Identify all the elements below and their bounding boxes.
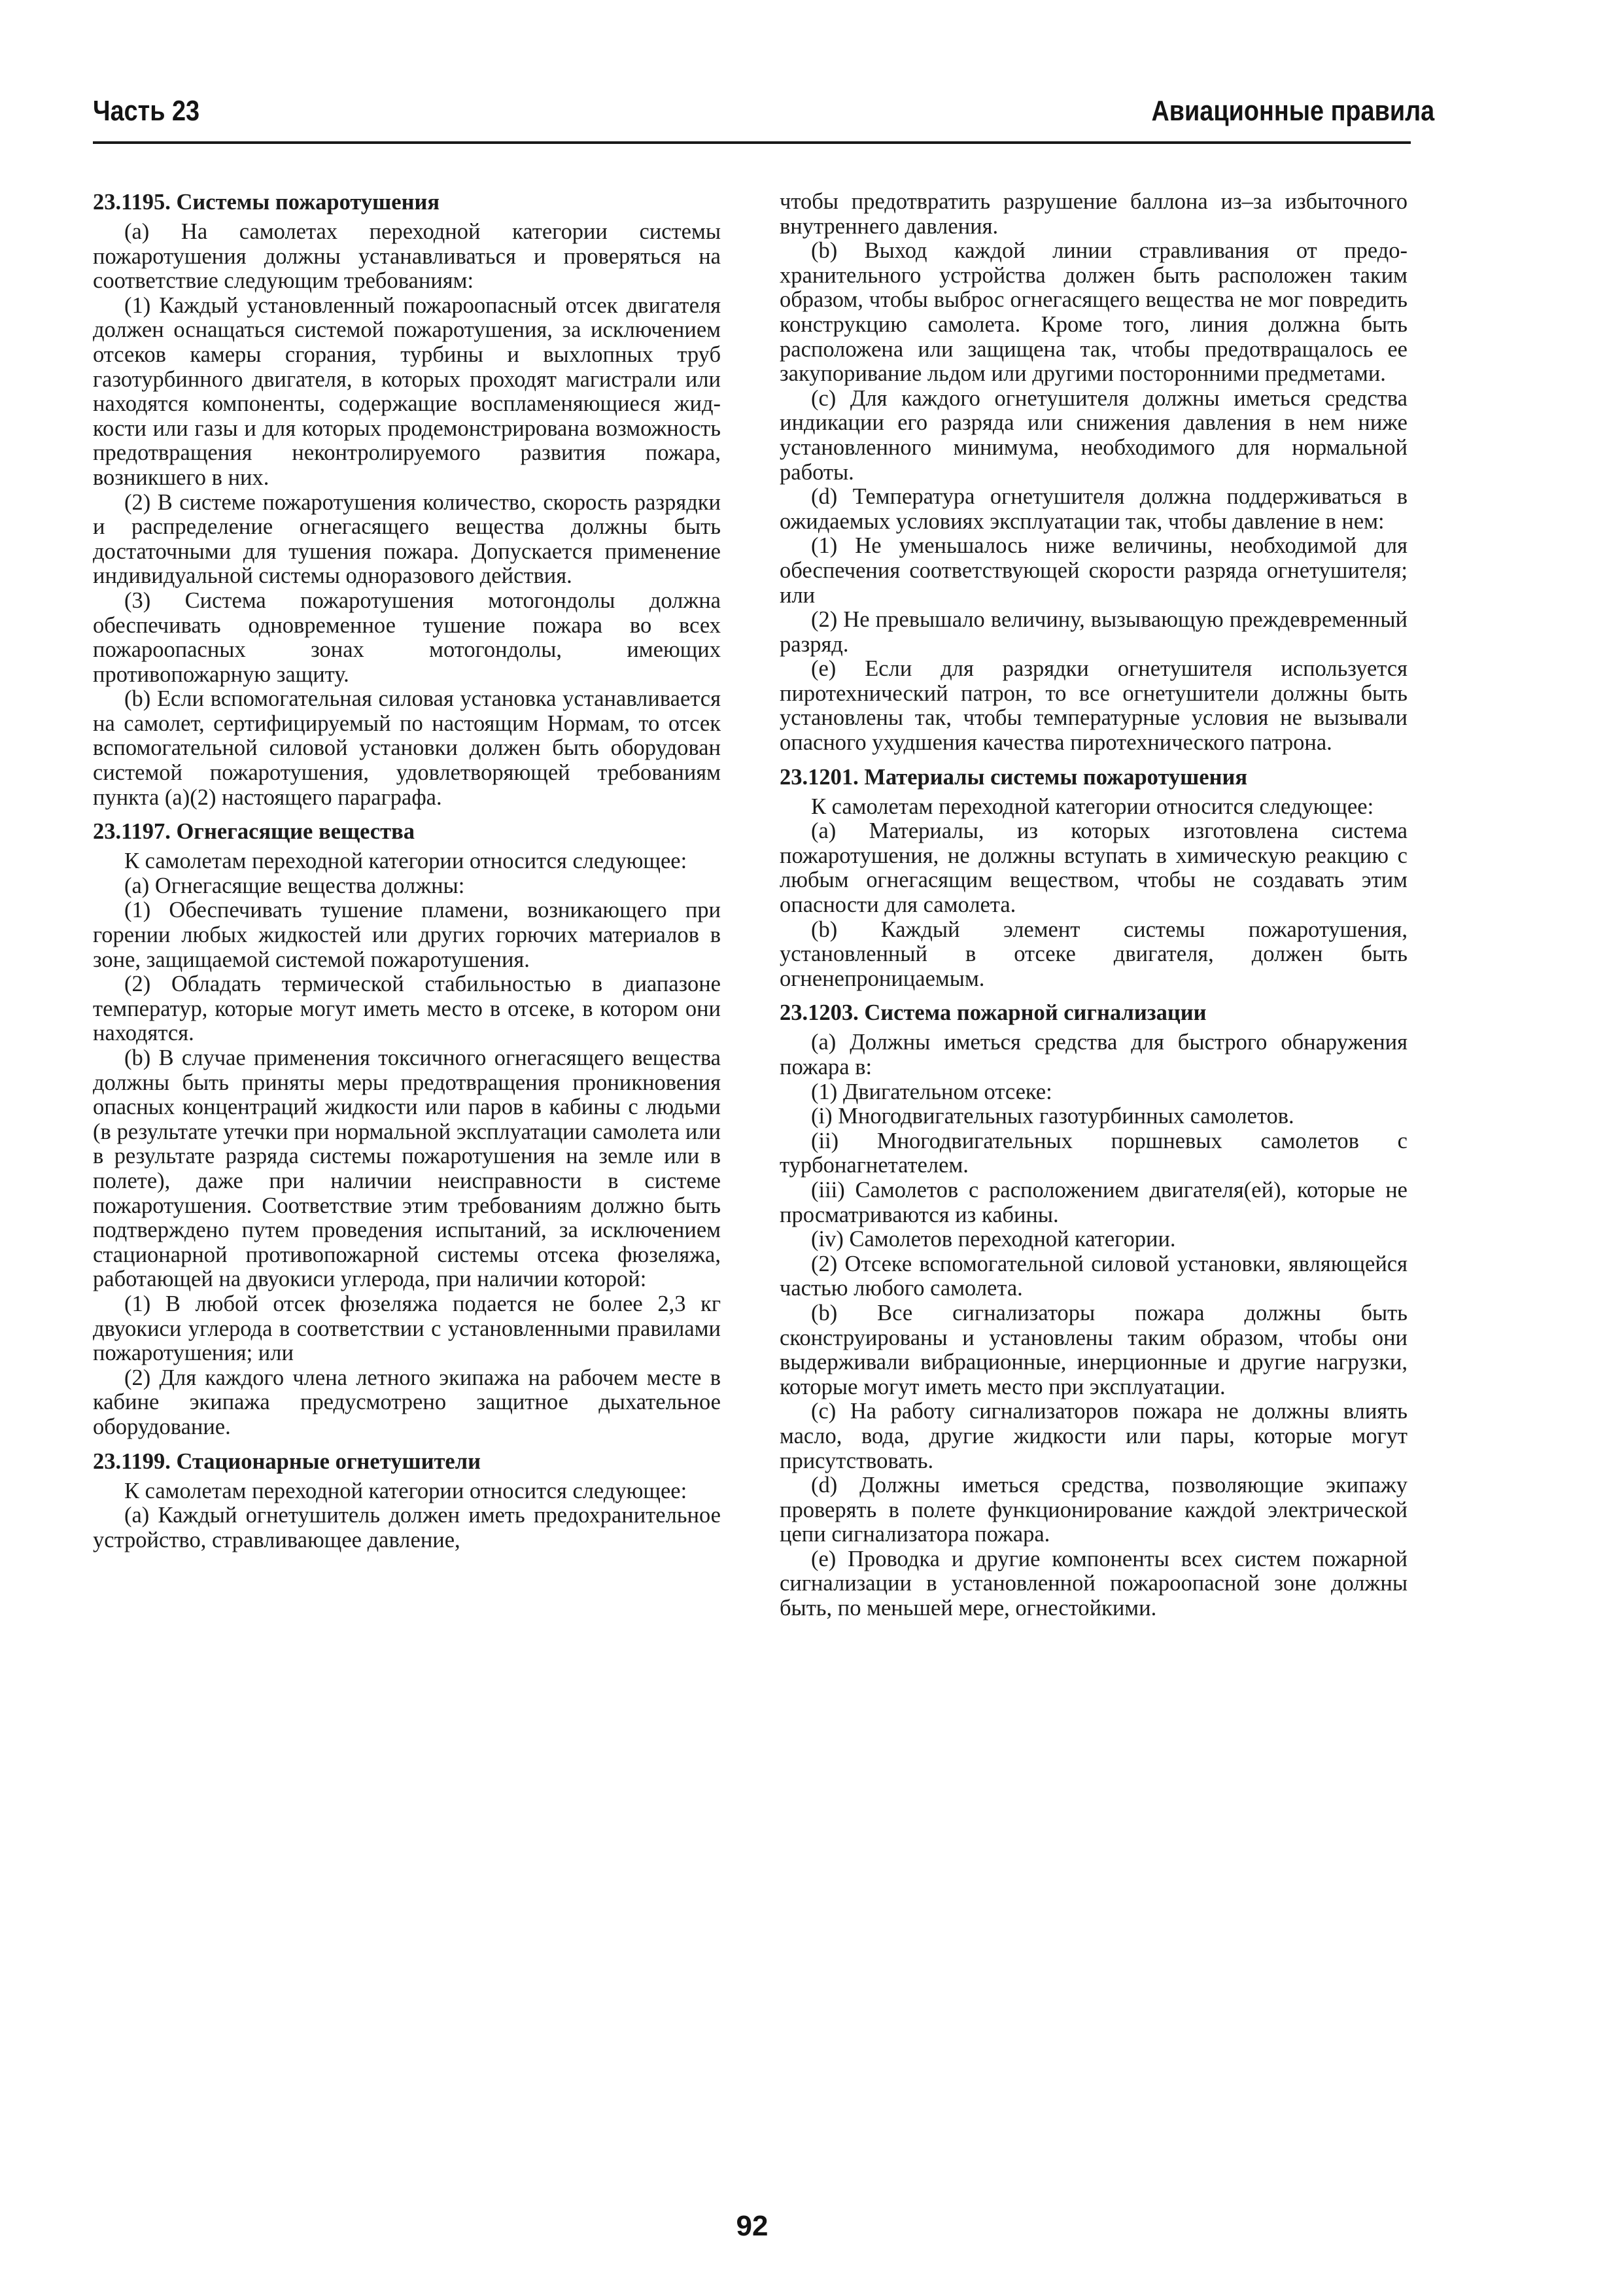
- section-heading: 23.1203. Система пожарной сигнализации: [780, 1000, 1207, 1026]
- section-heading: 23.1195. Системы пожаротушения: [93, 190, 440, 215]
- paragraph: (a) Должны иметься средства для быстрого обнаружения пожара в:: [780, 1030, 1408, 1079]
- paragraph: (c) На работу сигнализаторов пожара не должны влиять масло, вода, другие жидкости или пары, которые могут присутствовать.: [780, 1399, 1408, 1473]
- paragraph: (1) Двигательном отсеке:: [811, 1079, 1052, 1104]
- paragraph: (a) На самолетах переходной категории системы пожаротушения должны устанавливаться и проверяться на соответствие следующим требованиям:: [93, 219, 721, 294]
- left-column: [93, 190, 721, 1552]
- paragraph: (b) Все сигнализаторы пожара должны быть сконструированы и установлены таким образом, чтобы они выдерживали вибрационные, инерционные и другие нагрузки, которые могут иметь место при эксплуатации.: [780, 1300, 1408, 1399]
- paragraph: (e) Проводка и другие компоненты всех систем пожарной сигнализации в установленной пожароопасной зоне должны быть, по меньшей мере, огнестойкими.: [780, 1546, 1408, 1621]
- paragraph: (iv) Самолетов переходной категории.: [811, 1227, 1176, 1252]
- header-rule: [93, 141, 1411, 144]
- paragraph: (1) В любой отсек фюзеляжа подается не более 2,3 кг двуокиси углерода в соответствии с установленными правилами пожаротушения; или: [93, 1291, 721, 1366]
- section-heading: 23.1201. Материалы системы пожаротушения: [780, 764, 1248, 790]
- page-number: 92: [736, 2210, 769, 2242]
- paragraph: (b) Каждый элемент системы пожаротушения, установленный в отсеке двигателя, должен быть огненепроницаемым.: [780, 917, 1408, 991]
- right-column: [780, 190, 1408, 1621]
- paragraph: (1) Обеспечивать тушение пламени, возникающего при горении любых жидкостей или других горючих материалов в зоне, защищаемой системой пожаротушения.: [93, 898, 721, 972]
- paragraph: (3) Система пожаротушения мотогондолы должна обеспечивать одновременное тушение пожара во всех пожароопасных зонах мотогондолы, имеющих противопожарную защиту.: [93, 587, 721, 687]
- paragraph: (iii) Самолетов с расположением двигателя(ей), которые не просматриваются из кабины.: [780, 1177, 1408, 1227]
- paragraph: (2) Для каждого члена летного экипажа на рабочем месте в кабине экипажа предусмотрено защитное дыхательное оборудование.: [93, 1365, 721, 1439]
- paragraph: (2) В системе пожаротушения количество, скорость разрядки и распределение огнегасящего вещества должны быть достаточными для тушения пожара. Допускается применение индивидуальной системы одноразового действия.: [93, 489, 721, 589]
- paragraph: К самолетам переходной категории относится следующее:: [124, 1478, 687, 1503]
- running-header-part: Часть 23: [93, 95, 200, 127]
- paragraph: (i) Многодвигательных газотурбинных самолетов.: [811, 1104, 1294, 1129]
- paragraph: (a) Огнегасящие вещества должны:: [124, 873, 465, 898]
- paragraph: (1) Не уменьшалось ниже величины, необходимой для обеспечения соответствующей скорости разряда огнетушителя; или: [780, 533, 1408, 608]
- section-heading: 23.1199. Стационарные огнетушители: [93, 1448, 481, 1474]
- paragraph: К самолетам переходной категории относится следующее:: [124, 849, 687, 874]
- paragraph: (2) Не превышало величину, вызывающую преждевременный разряд.: [780, 607, 1408, 657]
- paragraph: (e) Если для разрядки огнетушителя используется пиротехнический патрон, то все огнетушители должны быть установлены так, чтобы температурные условия не вызывали опасного ухудшения качества пиротехнического патрона.: [780, 656, 1408, 756]
- paragraph: К самолетам переходной категории относится следующее:: [811, 794, 1374, 819]
- paragraph: (a) Материалы, из которых изготовлена система пожаротушения, не должны вступать в химическую реакцию с любым огнегасящим веществом, чтобы не создавать этим опасности для самолета.: [780, 818, 1408, 918]
- paragraph: (b) В случае применения токсичного огнегасящего вещества должны быть приняты меры предотвращения проникновения опасных концентраций жидкости или паров в кабины с людьми (в результате утечки при нормальной эксплуатации самолета или в результате разряда системы пожаротушения на земле или в полете), даже при наличии неисправности в системе пожаротушения. Соответствие этим требованиям должно быть подтверждено путем проведения испытаний, за исключением стационарной противопожарной системы отсека фюзеляжа, работающей на двуокиси углерода, при наличии которой:: [93, 1045, 721, 1292]
- section-heading: 23.1197. Огнегасящие вещества: [93, 819, 415, 845]
- paragraph: (b) Выход каждой линии стравливания от предохранительного устройства должен быть расположен таким образом, чтобы выброс огнегасящего вещества не мог повредить конструкцию самолета. Кроме того, линия должна быть расположена или защищена так, чтобы предотвращалось ее закупоривание льдом или другими посторонними предметами.: [780, 238, 1408, 387]
- paragraph: (c) Для каждого огнетушителя должны иметься средства индикации его разряда или снижения давления в нем ниже установленного минимума, необходимого для нормальной работы.: [780, 385, 1408, 485]
- paragraph: (d) Должны иметься средства, позволяющие экипажу проверять в полете функционирование каждой электрической цепи сигнализатора пожара.: [780, 1473, 1408, 1547]
- paragraph: (2) Обладать термической стабильностью в диапазоне температур, которые могут иметь место в отсеке, в котором они находятся.: [93, 972, 721, 1046]
- paragraph: (b) Если вспомогательная силовая установка устанавливается на самолет, сертифицируемый по настоящим Нормам, то отсек вспомогательной силовой установки должен быть оборудован системой пожаротушения, удовлетворяющей требованиям пункта (a)(2) настоящего параграфа.: [93, 686, 721, 810]
- paragraph: (1) Каждый установленный пожароопасный отсек двигателя должен оснащаться системой пожаротушения, за исключением отсеков камеры сгорания, турбины и выхлопных труб газотурбинного двигателя, в которых проходят магистрали или находятся компоненты, содержащие воспламеняющиеся жидкости или газы и для которых продемонстрирована возможность предотвращения неконтролируемого развития пожара, возникшего в них.: [93, 292, 721, 490]
- paragraph: (ii) Многодвигательных поршневых самолетов с турбонагнетателем.: [780, 1128, 1408, 1178]
- paragraph: (a) Каждый огнетушитель должен иметь предохранительное устройство, стравливающее давление,: [93, 1503, 721, 1552]
- running-header-title: Авиационные правила: [1151, 95, 1434, 127]
- paragraph: (d) Температура огнетушителя должна поддерживаться в ожидаемых условиях эксплуатации так, чтобы давление в нем:: [780, 484, 1408, 534]
- paragraph-continuation: чтобы предотвратить разрушение баллона из–за избыточного внутреннего давления.: [780, 189, 1408, 239]
- paragraph: (2) Отсеке вспомогательной силовой установки, являющейся частью любого самолета.: [780, 1251, 1408, 1301]
